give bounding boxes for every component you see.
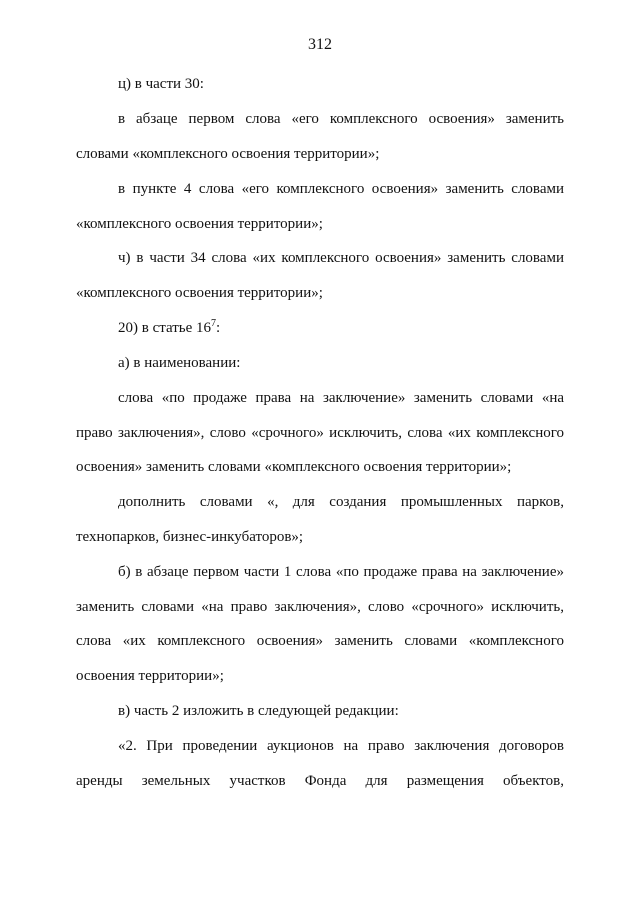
text-line: освоения» заменить словами «комплексного освоения территории»; <box>76 459 512 475</box>
article-ref: 20) в статье 16 <box>118 320 212 336</box>
text-line: дополнить словами «, для создания промышленных парков, <box>118 494 564 510</box>
text-line: б) в абзаце первом части 1 слова «по продаже права на заключение» <box>118 564 564 580</box>
superscript: 7 <box>211 318 217 329</box>
text-line: а) в наименовании: <box>118 355 241 371</box>
text-line: аренды земельных участков Фонда для размещения объектов, <box>76 773 564 789</box>
text-line: ц) в части 30: <box>118 76 204 92</box>
text-line: в пункте 4 слова «его комплексного освоения» заменить словами <box>118 181 564 197</box>
text-line: право заключения», слово «срочного» исключить, слова «их комплексного <box>76 425 564 441</box>
text-line <box>118 319 220 337</box>
text-line: заменить словами «на право заключения», слово «срочного» исключить, <box>76 599 564 615</box>
page-number: 312 <box>308 36 332 53</box>
text-line: в) часть 2 изложить в следующей редакции: <box>118 703 399 719</box>
text-line: освоения территории»; <box>76 668 224 684</box>
text-line: «комплексного освоения территории»; <box>76 285 323 301</box>
text-line: словами «комплексного освоения территории»; <box>76 146 380 162</box>
text-line: слова «их комплексного освоения» заменить словами «комплексного <box>76 633 564 649</box>
text-line: ч) в части 34 слова «их комплексного освоения» заменить словами <box>118 250 564 266</box>
text-line: слова «по продаже права на заключение» заменить словами «на <box>118 390 564 406</box>
text-line: «2. При проведении аукционов на право заключения договоров <box>118 738 564 754</box>
text-line: в абзаце первом слова «его комплексного освоения» заменить <box>118 111 564 127</box>
text-line: «комплексного освоения территории»; <box>76 216 323 232</box>
colon: : <box>216 320 221 336</box>
text-line: технопарков, бизнес-инкубаторов»; <box>76 529 304 545</box>
